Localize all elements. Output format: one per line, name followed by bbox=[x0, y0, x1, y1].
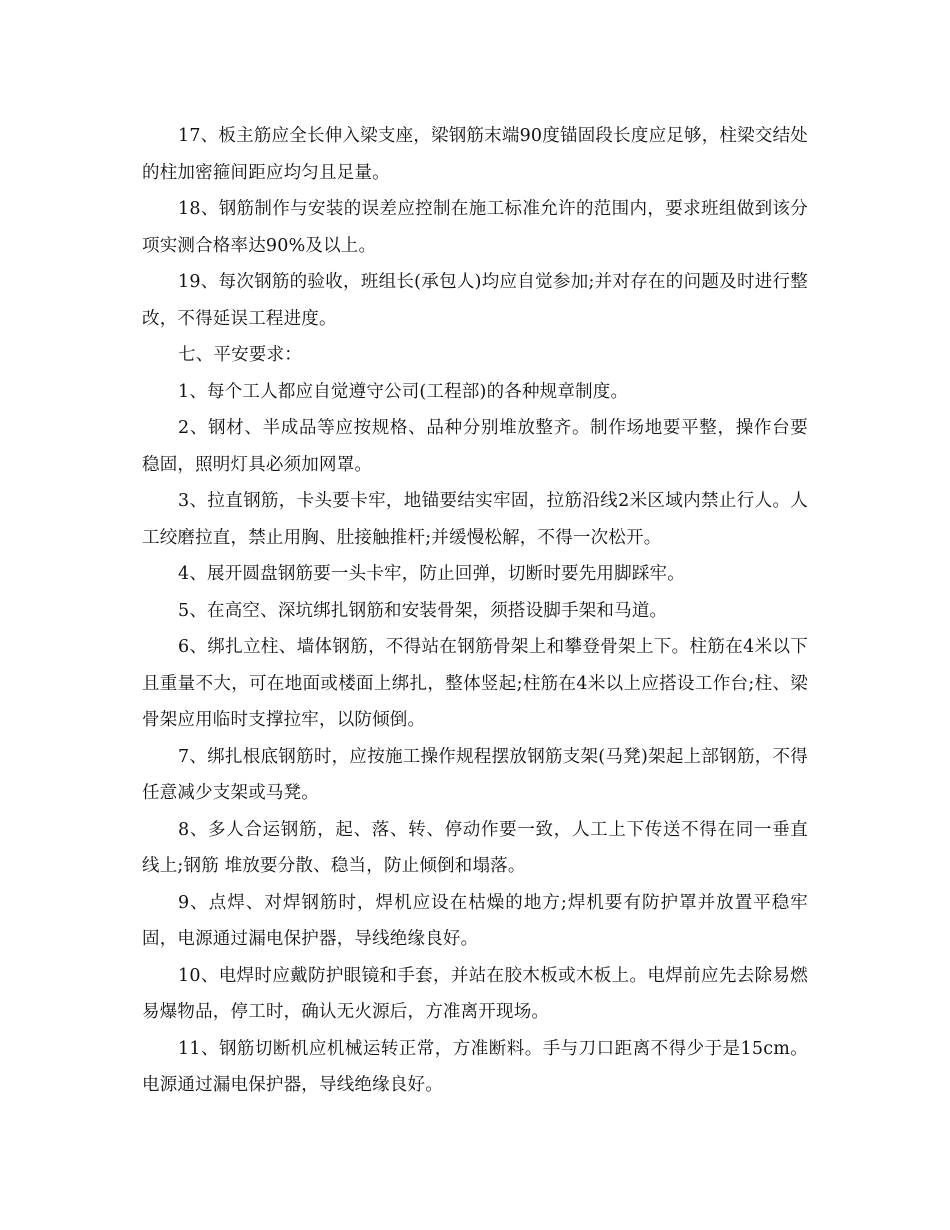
paragraph-17: 17、板主筋应全长伸入梁支座，梁钢筋末端90度锚固段长度应足够，柱梁交结处的柱加密箍间距应均匀且足量。 bbox=[142, 126, 808, 183]
safety-item-10: 10、电焊时应戴防护眼镜和手套，并站在胶木板或木板上。电焊前应先去除易燃易爆物品，停工时，确认无火源后，方准离开现场。 bbox=[142, 965, 808, 1022]
safety-item-3: 3、拉直钢筋，卡头要卡牢，地锚要结实牢固，拉筋沿线2米区域内禁止行人。人工绞磨拉直，禁止用胸、肚接触推杆;并缓慢松解，不得一次松开。 bbox=[142, 491, 808, 548]
safety-item-4: 4、展开圆盘钢筋要一头卡牢，防止回弹，切断时要先用脚踩牢。 bbox=[178, 564, 685, 584]
paragraph-19: 19、每次钢筋的验收，班组长(承包人)均应自觉参加;并对存在的问题及时进行整改，不得延误工程进度。 bbox=[142, 272, 808, 329]
safety-item-6: 6、绑扎立柱、墙体钢筋，不得站在钢筋骨架上和攀登骨架上下。柱筋在4米以下且重量不大，可在地面或楼面上绑扎，整体竖起;柱筋在4米以上应搭设工作台;柱、梁骨架应用临时支撑拉牢，以防倾倒。 bbox=[142, 637, 808, 730]
safety-item-5: 5、在高空、深坑绑扎钢筋和安装骨架，须搭设脚手架和马道。 bbox=[178, 600, 668, 621]
safety-item-7: 7、绑扎根底钢筋时，应按施工操作规程摆放钢筋支架(马凳)架起上部钢筋，不得任意减少支架或马凳。 bbox=[142, 746, 808, 803]
paragraph-18: 18、钢筋制作与安装的误差应控制在施工标准允许的范围内，要求班组做到该分项实测合格率达90%及以上。 bbox=[142, 199, 808, 256]
safety-item-2: 2、钢材、半成品等应按规格、品种分别堆放整齐。制作场地要平整，操作台要稳固，照明灯具必须加网罩。 bbox=[142, 418, 808, 475]
document-body bbox=[142, 118, 808, 1104]
section-heading-safety: 七、平安要求： bbox=[178, 345, 302, 365]
safety-item-1: 1、每个工人都应自觉遵守公司(工程部)的各种规章制度。 bbox=[178, 381, 629, 402]
safety-item-11: 11、钢筋切断机应机械运转正常，方准断料。手与刀口距离不得少于是15cm。电源通过漏电保护器，导线绝缘良好。 bbox=[142, 1038, 808, 1095]
safety-item-8: 8、多人合运钢筋，起、落、转、停动作要一致，人工上下传送不得在同一垂直线上;钢筋 堆放要分散、稳当，防止倾倒和塌落。 bbox=[142, 819, 808, 876]
safety-item-9: 9、点焊、对焊钢筋时，焊机应设在枯燥的地方;焊机要有防护罩并放置平稳牢固，电源通过漏电保护器，导线绝缘良好。 bbox=[142, 892, 808, 949]
